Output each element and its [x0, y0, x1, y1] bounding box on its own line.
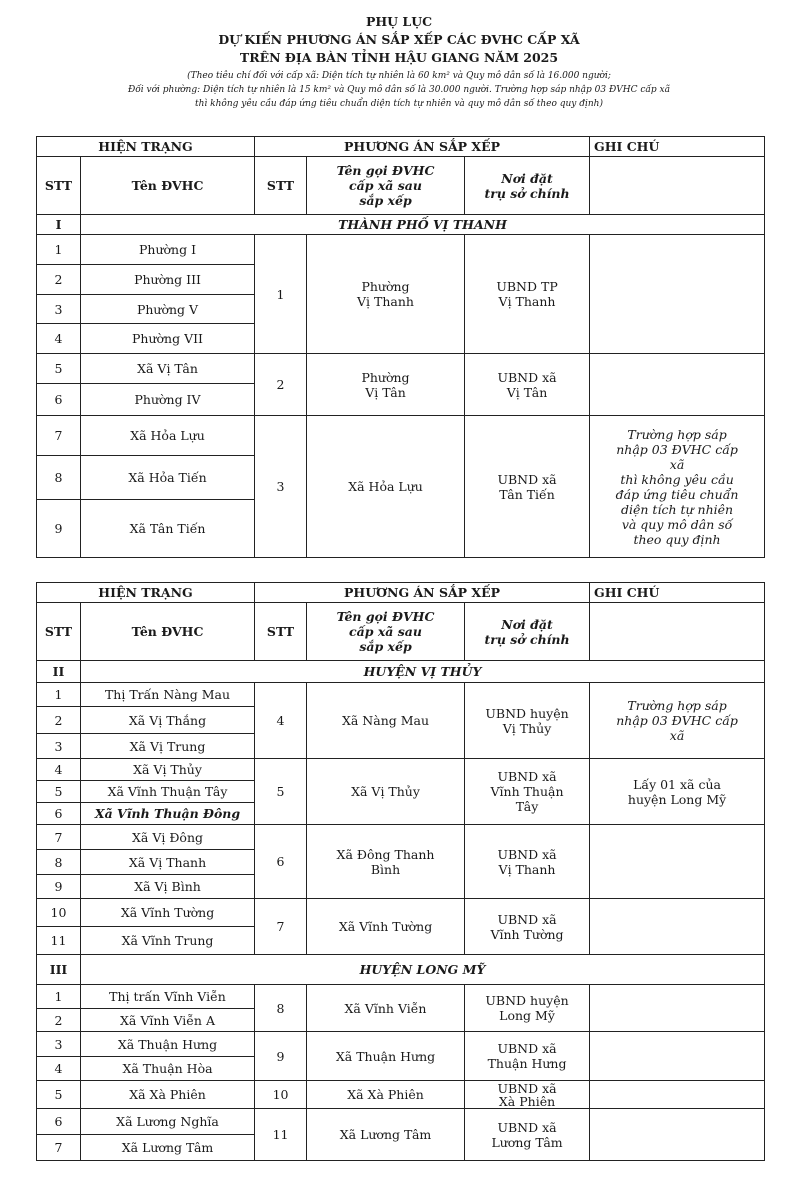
- row-unit-name: Xã Hỏa Lựu: [81, 416, 255, 456]
- note-cell: [590, 899, 765, 955]
- transfer-note: Lấy 01 xã của huyện Long Mỹ: [590, 759, 765, 825]
- note-cell: [590, 1109, 765, 1161]
- row-unit-name: Xã Vị Bình: [81, 875, 255, 899]
- row-stt: 2: [37, 265, 81, 295]
- section-number: I: [37, 215, 81, 235]
- new-unit-name: Xã Vĩnh Viễn: [307, 985, 465, 1032]
- section-title: THÀNH PHỐ VỊ THANH: [81, 215, 765, 235]
- new-unit-stt: 7: [255, 899, 307, 955]
- new-unit-stt: 1: [255, 235, 307, 354]
- row-stt: 4: [37, 759, 81, 781]
- headquarters: UBND xã Lương Tâm: [465, 1109, 590, 1161]
- new-unit-name: Xã Xà Phiên: [307, 1081, 465, 1109]
- document-title: DỰ KIẾN PHƯƠNG ÁN SẮP XẾP CÁC ĐVHC CẤP XÃ: [218, 32, 580, 47]
- new-unit-name-header: Tên gọi ĐVHC cấp xã sau sắp xếp: [307, 157, 465, 215]
- note-header: GHI CHÚ: [590, 137, 765, 157]
- headquarters: UBND TP Vị Thanh: [465, 235, 590, 354]
- row-stt: 5: [37, 354, 81, 384]
- row-unit-name: Xã Lương Tâm: [81, 1135, 255, 1161]
- table-header-row: [37, 583, 765, 603]
- row-stt: 2: [37, 707, 81, 734]
- table-row: [37, 825, 765, 850]
- row-unit-name: Xã Vị Thanh: [81, 850, 255, 875]
- criteria-note-line-2: Đối với phường: Diện tích tự nhiên là 15 km² và Quy mô dân số là 30.000 người. Trường hợp sáp nhập 03 ĐVHC cấp xã: [128, 85, 670, 95]
- note-cell: [590, 825, 765, 899]
- current-status-header: HIỆN TRẠNG: [37, 583, 255, 603]
- row-stt: 8: [37, 456, 81, 500]
- row-unit-name: Xã Vị Đông: [81, 825, 255, 850]
- new-unit-stt: 2: [255, 354, 307, 416]
- row-unit-name: Thị trấn Vĩnh Viễn: [81, 985, 255, 1009]
- row-stt: 8: [37, 850, 81, 875]
- row-unit-name: Xã Tân Tiến: [81, 500, 255, 558]
- row-stt: 6: [37, 803, 81, 825]
- headquarters: UBND xã Vị Tân: [465, 354, 590, 416]
- table-row: [37, 1032, 765, 1057]
- row-stt: 3: [37, 734, 81, 759]
- row-stt: 9: [37, 500, 81, 558]
- row-stt: 7: [37, 1135, 81, 1161]
- row-stt: 4: [37, 324, 81, 354]
- headquarters: UBND xã Xà Phiên: [465, 1081, 590, 1109]
- section-title: HUYỆN VỊ THỦY: [81, 661, 765, 683]
- arrangement-plan-header: PHƯƠNG ÁN SẮP XẾP: [255, 137, 590, 157]
- row-unit-name: Xã Vĩnh Thuận Tây: [81, 781, 255, 803]
- table-row: [37, 683, 765, 707]
- note-cell: [590, 354, 765, 416]
- row-stt: 10: [37, 899, 81, 927]
- row-stt: 4: [37, 1057, 81, 1081]
- row-unit-name: Xã Vị Thủy: [81, 759, 255, 781]
- merger-note: Trường hợp sáp nhập 03 ĐVHC cấp xã: [590, 683, 765, 759]
- note-subheader: [590, 157, 765, 215]
- table-row: [37, 1081, 765, 1109]
- row-stt: 6: [37, 384, 81, 416]
- section-row: [37, 215, 765, 235]
- new-unit-name: Phường Vị Tân: [307, 354, 465, 416]
- new-unit-name: Xã Đông Thanh Bình: [307, 825, 465, 899]
- row-unit-name: Xã Vị Tân: [81, 354, 255, 384]
- row-unit-name: Xã Thuận Hưng: [81, 1032, 255, 1057]
- note-cell: [590, 1081, 765, 1109]
- new-unit-name: Xã Thuận Hưng: [307, 1032, 465, 1081]
- row-stt: 3: [37, 295, 81, 324]
- section-title: HUYỆN LONG MỸ: [81, 955, 765, 985]
- row-stt: 1: [37, 235, 81, 265]
- row-stt: 11: [37, 927, 81, 955]
- row-unit-name: Thị Trấn Nàng Mau: [81, 683, 255, 707]
- row-unit-name: Xã Thuận Hòa: [81, 1057, 255, 1081]
- row-stt: 1: [37, 985, 81, 1009]
- row-unit-name: Phường VII: [81, 324, 255, 354]
- document-subtitle: TRÊN ĐỊA BÀN TỈNH HẬU GIANG NĂM 2025: [239, 50, 559, 65]
- table-row: [37, 354, 765, 384]
- row-unit-name: Xã Vĩnh Trung: [81, 927, 255, 955]
- appendix-title: PHỤ LỤC: [365, 14, 433, 29]
- arrangement-plan-header: PHƯƠNG ÁN SẮP XẾP: [255, 583, 590, 603]
- new-unit-stt: 8: [255, 985, 307, 1032]
- row-stt: 2: [37, 1009, 81, 1032]
- new-unit-name: Phường Vị Thanh: [307, 235, 465, 354]
- unit-name-header: Tên ĐVHC: [81, 157, 255, 215]
- stt-header: STT: [37, 157, 81, 215]
- row-stt: 5: [37, 781, 81, 803]
- new-unit-name: Xã Lương Tâm: [307, 1109, 465, 1161]
- headquarters-header: Nơi đặt trụ sở chính: [465, 603, 590, 661]
- row-stt: 6: [37, 1109, 81, 1135]
- row-unit-name: Phường IV: [81, 384, 255, 416]
- row-unit-name: Xã Vĩnh Viễn A: [81, 1009, 255, 1032]
- row-unit-name: Phường I: [81, 235, 255, 265]
- row-unit-name: Xã Vĩnh Tường: [81, 899, 255, 927]
- table-row: [37, 1109, 765, 1135]
- note-cell: [590, 1032, 765, 1081]
- new-unit-name: Xã Vị Thủy: [307, 759, 465, 825]
- row-unit-name: Xã Vĩnh Thuận Đông: [81, 803, 255, 825]
- row-stt: 3: [37, 1032, 81, 1057]
- row-stt: 5: [37, 1081, 81, 1109]
- new-unit-stt: 10: [255, 1081, 307, 1109]
- table-subheader-row: [37, 157, 765, 215]
- new-unit-stt: 9: [255, 1032, 307, 1081]
- table-row: [37, 985, 765, 1009]
- current-status-header: HIỆN TRẠNG: [37, 137, 255, 157]
- criteria-note-line-1: (Theo tiêu chí đối với cấp xã: Diện tích tự nhiên là 60 km² và Quy mô dân số là 16.000 người;: [187, 71, 611, 81]
- arrangement-table-2: [36, 582, 765, 1161]
- row-unit-name: Phường III: [81, 265, 255, 295]
- row-unit-name: Xã Xà Phiên: [81, 1081, 255, 1109]
- headquarters: UBND xã Vĩnh Thuận Tây: [465, 759, 590, 825]
- unit-name-header: Tên ĐVHC: [81, 603, 255, 661]
- section-row: [37, 955, 765, 985]
- headquarters: UBND huyện Long Mỹ: [465, 985, 590, 1032]
- merger-note: Trường hợp sáp nhập 03 ĐVHC cấp xã thì không yêu cầu đáp ứng tiêu chuẩn diện tích tự nhiên và quy mô dân số theo quy định: [590, 416, 765, 558]
- new-unit-stt: 11: [255, 1109, 307, 1161]
- headquarters: UBND xã Tân Tiến: [465, 416, 590, 558]
- criteria-note-line-3: thì không yêu cầu đáp ứng tiêu chuẩn diện tích tự nhiên và quy mô dân số theo quy định): [195, 99, 603, 109]
- section-number: II: [37, 661, 81, 683]
- new-unit-stt: 6: [255, 825, 307, 899]
- table-row: [37, 235, 765, 265]
- new-unit-stt: 5: [255, 759, 307, 825]
- row-stt: 7: [37, 825, 81, 850]
- headquarters: UBND huyện Vị Thủy: [465, 683, 590, 759]
- row-unit-name: Xã Vị Thắng: [81, 707, 255, 734]
- headquarters-header: Nơi đặt trụ sở chính: [465, 157, 590, 215]
- section-row: [37, 661, 765, 683]
- section-number: III: [37, 955, 81, 985]
- row-unit-name: Xã Vị Trung: [81, 734, 255, 759]
- new-unit-name: Xã Nàng Mau: [307, 683, 465, 759]
- new-unit-name: Xã Hỏa Lựu: [307, 416, 465, 558]
- table-header-row: [37, 137, 765, 157]
- arrangement-table-1: [36, 136, 765, 558]
- headquarters: UBND xã Thuận Hưng: [465, 1032, 590, 1081]
- stt-header: STT: [37, 603, 81, 661]
- headquarters: UBND xã Vĩnh Tường: [465, 899, 590, 955]
- note-cell: [590, 235, 765, 354]
- note-subheader: [590, 603, 765, 661]
- row-unit-name: Xã Lương Nghĩa: [81, 1109, 255, 1135]
- row-stt: 1: [37, 683, 81, 707]
- note-cell: [590, 985, 765, 1032]
- headquarters: UBND xã Vị Thanh: [465, 825, 590, 899]
- row-unit-name: Phường V: [81, 295, 255, 324]
- table-row: [37, 899, 765, 927]
- table-subheader-row: [37, 603, 765, 661]
- new-stt-header: STT: [255, 603, 307, 661]
- table-row: [37, 416, 765, 456]
- new-unit-stt: 3: [255, 416, 307, 558]
- table-row: [37, 759, 765, 781]
- row-stt: 9: [37, 875, 81, 899]
- row-stt: 7: [37, 416, 81, 456]
- new-unit-name-header: Tên gọi ĐVHC cấp xã sau sắp xếp: [307, 603, 465, 661]
- new-unit-name: Xã Vĩnh Tường: [307, 899, 465, 955]
- new-unit-stt: 4: [255, 683, 307, 759]
- note-header: GHI CHÚ: [590, 583, 765, 603]
- row-unit-name: Xã Hỏa Tiến: [81, 456, 255, 500]
- new-stt-header: STT: [255, 157, 307, 215]
